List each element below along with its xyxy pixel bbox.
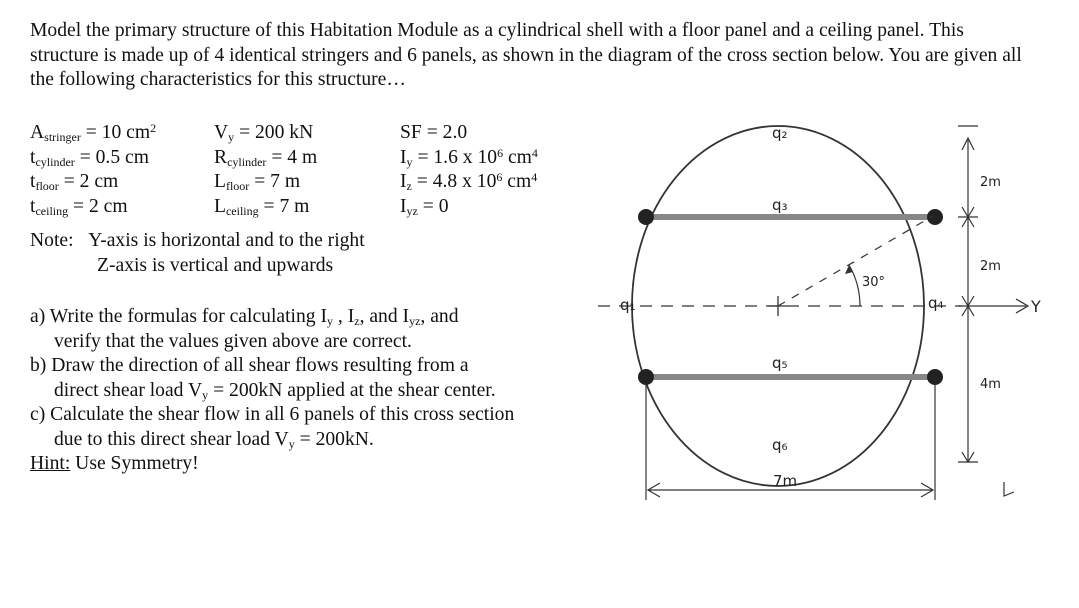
dim-4m: 4m (980, 377, 1001, 392)
stringer-bottom-right (927, 369, 943, 385)
question-c-line-2: due to this direct shear load $V_y = 200kN$. (54, 428, 374, 451)
label-q1: q₁ (620, 296, 636, 314)
dim-7m: 7m (773, 472, 798, 490)
question-c: c) Calculate the shear flow in all 6 panels of this cross section (30, 404, 515, 425)
axis-note (30, 229, 365, 278)
param-sf: SF = 2.0 (400, 122, 468, 143)
parameter-table (30, 121, 620, 219)
hint: Hint: Use Symmetry! (30, 453, 199, 474)
stringer-bottom-left (638, 369, 654, 385)
label-q3: q₃ (772, 196, 788, 214)
label-q4: q₄ (928, 294, 944, 312)
label-q6: q₆ (772, 436, 788, 454)
problem-intro: Model the primary structure of this Habitation Module as a cylindrical shell with a floor panel and a ceiling panel. This structure is made up of 4 identical stringers and 6 panels, as shown in the diagram of the cross section below. You are given all the following characteristics for this structure… (30, 20, 1022, 90)
param-r-cylinder: $R_{cylinder} = 4$ m (214, 146, 318, 169)
questions (30, 305, 514, 477)
label-q2: q₂ (772, 124, 788, 142)
question-b: b) Draw the direction of all shear flows resulting from a (30, 355, 469, 376)
angle-label: 30° (862, 275, 886, 290)
note-line-2: Z-axis is vertical and upwards (97, 254, 334, 276)
param-iz: $I_z = 4.8$ x $10^6$ $cm^4$ (400, 170, 538, 193)
note-label: Note: (30, 230, 74, 251)
param-a-stringer: $A_{stringer} = 10$ $cm^2$ (30, 121, 157, 144)
y-axis-label: Y (1031, 297, 1041, 316)
param-iy: $I_y = 1.6$ x $10^6$ $cm^4$ (400, 145, 538, 169)
param-vy: $V_y = 200$ kN (214, 122, 314, 144)
cross-section-diagram (590, 110, 1070, 510)
question-a-line-2: verify that the values given above are correct. (54, 330, 412, 352)
question-a: a) Write the formulas for calculating $I_y$ , $I_z$, and $I_{yz}$, and (30, 306, 459, 328)
question-b-line-2: direct shear load $V_y = 200kN$ applied at the shear center. (54, 379, 496, 402)
label-q5: q₅ (772, 354, 788, 372)
param-iyz: $I_{yz} = 0$ (400, 195, 449, 218)
param-t-cylinder: $t_{cylinder} = 0.5$ cm (30, 146, 149, 169)
param-t-floor: $t_{floor} = 2$ cm (30, 171, 119, 193)
dim-2m-top: 2m (980, 175, 1001, 190)
param-l-ceiling: $L_{ceiling} = 7$ m (214, 195, 310, 218)
corner-mark (1004, 482, 1014, 496)
note-line-1: Y-axis is horizontal and to the right (88, 230, 365, 251)
stringer-top-left (638, 209, 654, 225)
stringer-top-right (927, 209, 943, 225)
param-t-ceiling: $t_{ceiling} = 2$ cm (30, 195, 128, 218)
dim-2m-mid: 2m (980, 259, 1001, 274)
param-l-floor: $L_{floor} = 7$ m (214, 171, 301, 193)
